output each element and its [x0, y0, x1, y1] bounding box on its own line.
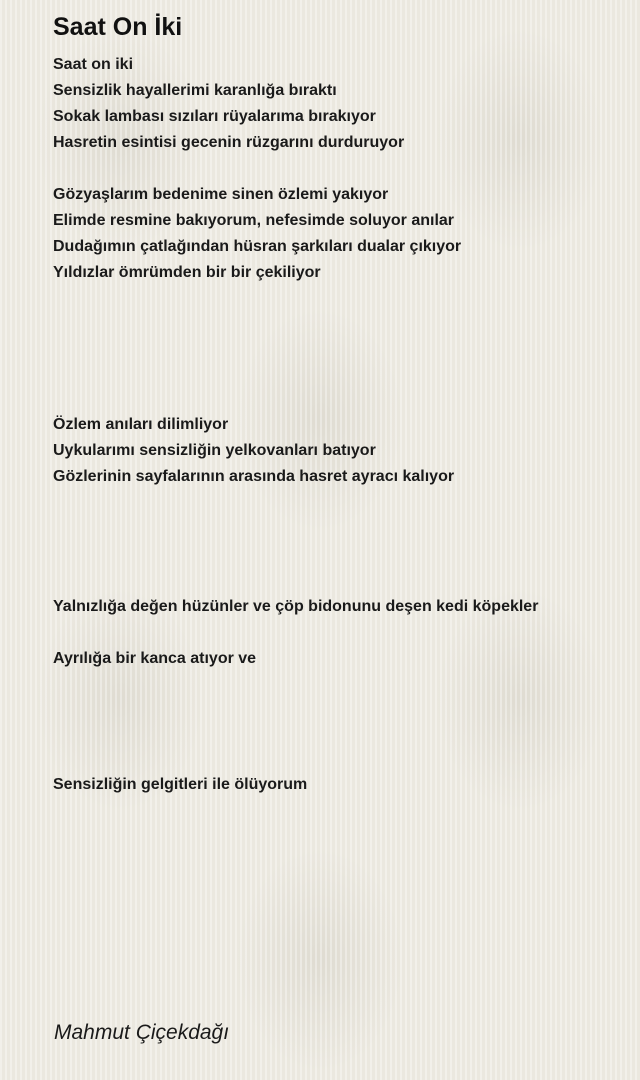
poem-line: Sensizliğin gelgitleri ile ölüyorum	[53, 776, 308, 793]
poem-line: Yıldızlar ömrümden bir bir çekiliyor	[53, 264, 321, 281]
poem-line: Hasretin esintisi gecenin rüzgarını durduruyor	[53, 134, 405, 151]
poem-line: Elimde resmine bakıyorum, nefesimde soluyor anılar	[53, 212, 455, 229]
poem-title: Saat On İki	[53, 13, 183, 41]
poem-author: Mahmut Çiçekdağı	[54, 1021, 230, 1044]
poem-line: Gözlerinin sayfalarının arasında hasret ayracı kalıyor	[53, 468, 455, 485]
poem-line: Yalnızlığa değen hüzünler ve çöp bidonunu deşen kedi köpekler	[53, 598, 539, 615]
poem-line: Gözyaşlarım bedenime sinen özlemi yakıyor	[53, 186, 389, 203]
poem-line: Dudağımın çatlağından hüsran şarkıları dualar çıkıyor	[53, 238, 462, 255]
poem-line: Ayrılığa bir kanca atıyor ve	[53, 650, 257, 667]
poem-line: Özlem anıları dilimliyor	[53, 416, 229, 433]
poem-line: Sensizlik hayallerimi karanlığa bıraktı	[53, 82, 337, 99]
poem-line: Uykularımı sensizliğin yelkovanları batıyor	[53, 442, 376, 459]
poem-line: Sokak lambası sızıları rüyalarıma bırakıyor	[53, 108, 376, 125]
poem-line: Saat on iki	[53, 56, 134, 73]
